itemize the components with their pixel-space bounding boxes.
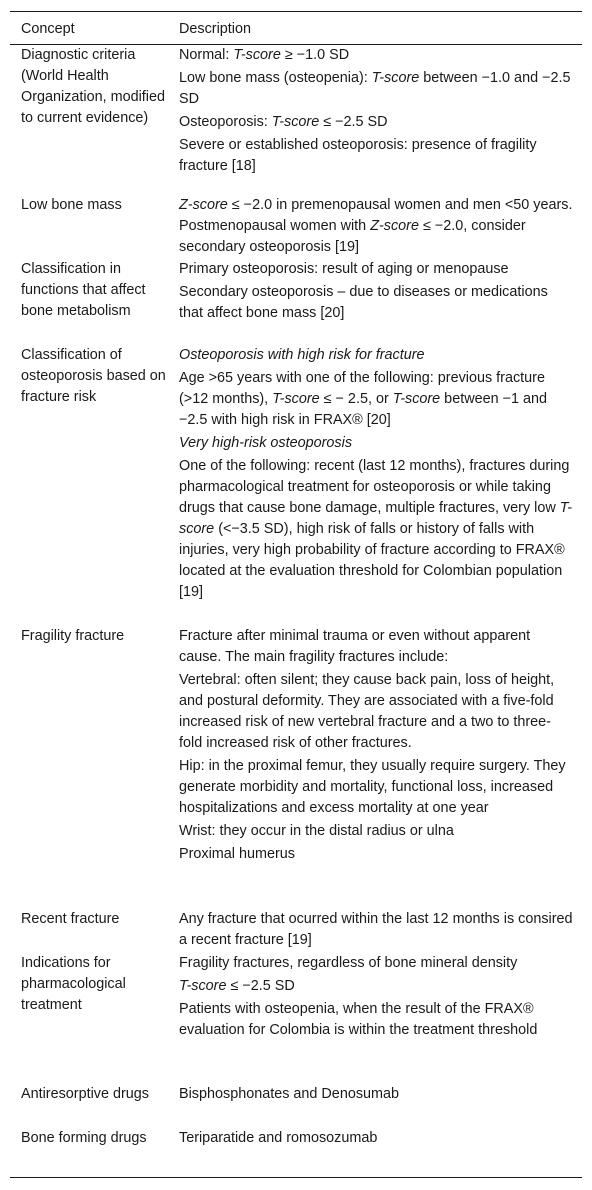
text-run: Normal:: [179, 47, 234, 63]
description-paragraph: [179, 135, 574, 177]
text-run: Patients with osteopenia, when the result of the FRAX® evaluation for Colombia is within the treatment threshold: [179, 1001, 538, 1038]
description-cell: [179, 626, 574, 867]
text-run: ≤ −2.5 SD: [226, 978, 295, 994]
description-paragraph: [179, 953, 574, 974]
description-cell: [179, 45, 574, 179]
description-paragraph: [179, 259, 574, 280]
text-run: Teriparatide and romosozumab: [179, 1130, 378, 1146]
italic-text: Very high-risk osteoporosis: [179, 435, 353, 451]
description-paragraph: [179, 821, 574, 842]
italic-text: Z-score: [179, 197, 228, 213]
description-cell: [179, 1084, 574, 1107]
text-run: (<−3.5 SD), high risk of falls or history of falls with injuries, very high probability of fracture according to FRAX® located at the evaluation threshold for Colombian population [19]: [179, 521, 565, 600]
italic-text: T-score: [179, 500, 573, 537]
text-run: Severe or established osteoporosis: presence of fragility fracture [18]: [179, 137, 537, 174]
description-paragraph: [179, 670, 574, 754]
text-run: ≥ −1.0 SD: [280, 47, 350, 63]
description-paragraph: [179, 368, 574, 431]
text-run: Proximal humerus: [179, 846, 295, 862]
description-paragraph: [179, 45, 574, 66]
description-paragraph: [179, 626, 574, 668]
text-run: ≤ −2.0 in premenopausal women and men <50 years. Postmenopausal women with: [179, 197, 573, 234]
concept-cell: Low bone mass: [21, 197, 122, 213]
description-paragraph: [179, 112, 574, 133]
description-paragraph: [179, 456, 574, 603]
description-paragraph: [179, 195, 574, 258]
concept-cell: Recent fracture: [21, 911, 120, 927]
description-cell: [179, 195, 574, 260]
description-paragraph: [179, 999, 574, 1041]
table-bottom-rule: [10, 1177, 582, 1178]
description-paragraph: [179, 68, 574, 110]
text-run: ≤ −2.5 SD: [319, 114, 388, 130]
text-run: Any fracture that ocurred within the last 12 months is consired a recent fracture [19]: [179, 911, 573, 948]
text-run: ≤ − 2.5, or: [319, 391, 393, 407]
text-run: Secondary osteoporosis – due to diseases or medications that affect bone mass [20]: [179, 284, 548, 321]
text-run: ≤ −2.0, consider secondary osteoporosis [19]: [179, 218, 526, 255]
concept-cell: Indications for pharmacological treatment: [21, 955, 126, 1013]
description-paragraph: [179, 282, 574, 324]
text-run: Fragility fractures, regardless of bone mineral density: [179, 955, 518, 971]
text-run: Osteoporosis:: [179, 114, 272, 130]
description-cell: [179, 953, 574, 1043]
text-run: Low bone mass (osteopenia):: [179, 70, 372, 86]
table-header: [10, 12, 582, 45]
description-cell: [179, 345, 574, 605]
concept-cell: Diagnostic criteria (World Health Organization, modified to current evidence): [21, 47, 165, 126]
italic-text: T-score: [271, 114, 320, 130]
text-run: between −1.0 and −2.5 SD: [179, 70, 571, 107]
italic-text: T-score: [179, 978, 227, 994]
concept-cell: Classification in functions that affect bone metabolism: [21, 261, 146, 319]
concept-cell: Fragility fracture: [21, 628, 125, 644]
description-paragraph: [179, 1084, 574, 1105]
description-paragraph: [179, 909, 574, 951]
italic-text: T-score: [371, 70, 420, 86]
description-paragraph: [179, 976, 574, 997]
description-cell: [179, 259, 574, 326]
text-run: Wrist: they occur in the distal radius or ulna: [179, 823, 454, 839]
italic-text: Z-score: [370, 218, 419, 234]
italic-text: T-score: [272, 391, 320, 407]
header-concept: Concept: [21, 21, 75, 37]
description-cell: [179, 909, 574, 953]
text-run: Age >65 years with one of the following: previous fracture (>12 months),: [179, 370, 545, 407]
description-paragraph: [179, 1128, 574, 1149]
description-paragraph: [179, 756, 574, 819]
text-run: Vertebral: often silent; they cause back pain, loss of height, and postural deformity. They are associated with a five-fold increased risk of new vertebral fracture and a two to three-fold increased risk of other fractures.: [179, 672, 555, 751]
text-run: Fracture after minimal trauma or even without apparent cause. The main fragility fractures include:: [179, 628, 531, 665]
text-run: Primary osteoporosis: result of aging or menopause: [179, 261, 509, 277]
concept-cell: Classification of osteoporosis based on fracture risk: [21, 347, 166, 405]
description-paragraph: [179, 345, 574, 366]
description-cell: [179, 1128, 574, 1151]
description-paragraph: [179, 844, 574, 865]
text-run: One of the following: recent (last 12 months), fractures during pharmacological treatment for osteoporosis or while taking drugs that cause bone damage, multiple fractures, very low: [179, 458, 570, 516]
text-run: between −1 and −2.5 with high risk in FRAX® [20]: [179, 391, 548, 428]
text-run: Hip: in the proximal femur, they usually require surgery. They generate morbidity and mortality, functional loss, increased hospitalizations and excess mortality at one year: [179, 758, 566, 816]
header-description: Description: [179, 21, 251, 37]
concept-cell: Antiresorptive drugs: [21, 1086, 149, 1102]
text-run: Bisphosphonates and Denosumab: [179, 1086, 400, 1102]
italic-text: T-score: [392, 391, 441, 407]
description-paragraph: [179, 433, 574, 454]
italic-text: Osteoporosis with high risk for fracture: [179, 347, 425, 363]
concept-cell: Bone forming drugs: [21, 1130, 147, 1146]
italic-text: T-score: [233, 47, 281, 63]
